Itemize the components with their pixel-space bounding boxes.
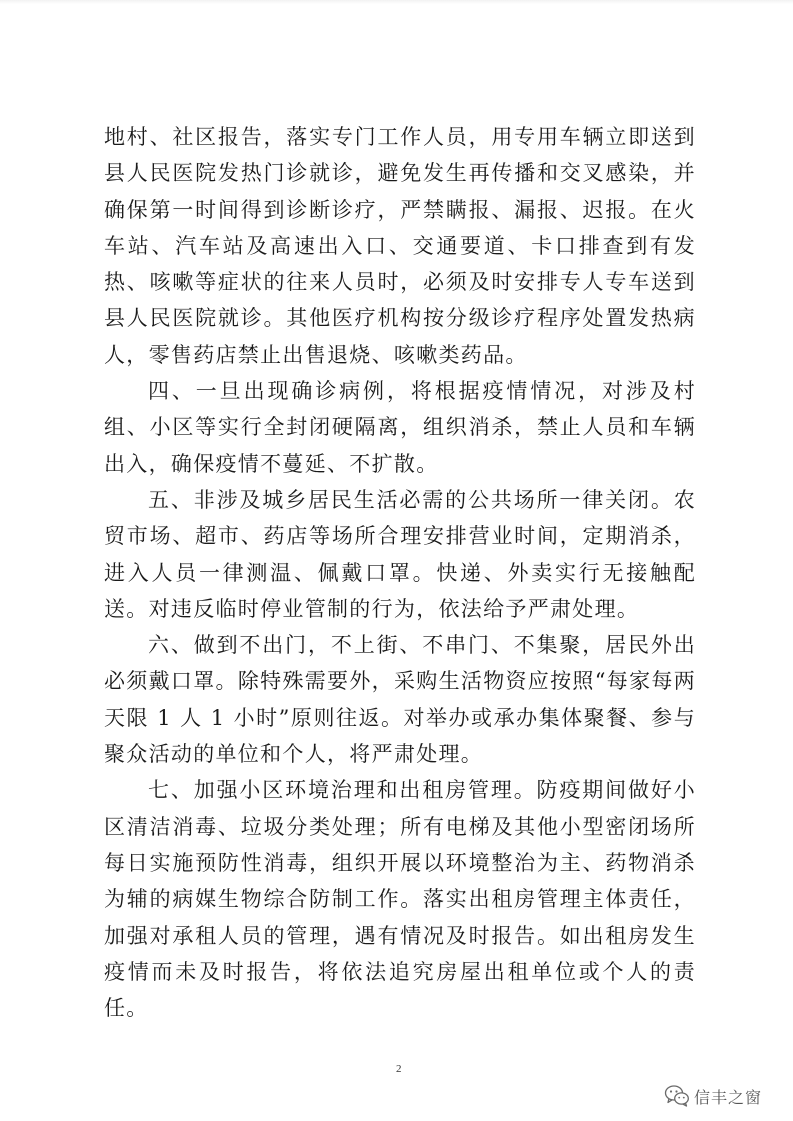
paragraph-item-4: 四、一旦出现确诊病例，将根据疫情情况，对涉及村组、小区等实行全封闭硬隔离，组织消杀，禁止人员和车辆出入，确保疫情不蔓延、不扩散。 <box>104 379 696 476</box>
watermark-text: 信丰之窗 <box>694 1087 763 1107</box>
paragraph-item-5: 五、非涉及城乡居民生活必需的公共场所一律关闭。农贸市场、超市、药店等场所合理安排营业时间，定期消杀，进入人员一律测温、佩戴口罩。快递、外卖实行无接触配送。对违反临时停业管制的行为，依法给予严肃处理。 <box>104 487 696 621</box>
page-number: 2 <box>396 1063 402 1075</box>
document-body <box>104 119 696 1026</box>
wechat-watermark <box>664 1082 762 1110</box>
paragraph-item-7: 七、加强小区环境治理和出租房管理。防疫期间做好小区清洁消毒、垃圾分类处理；所有电梯及其他小型密闭场所每日实施预防性消毒，组织开展以环境整治为主、药物消杀为辅的病媒生物综合防制工作。落实出租房管理主体责任，加强对承租人员的管理，遇有情况及时报告。如出租房发生疫情而未及时报告，将依法追究房屋出租单位或个人的责任。 <box>104 778 696 1021</box>
page-top-edge <box>0 0 793 4</box>
paragraph-item-6: 六、做到不出门，不上街、不串门、不集聚，居民外出必须戴口罩。除特殊需要外，采购生活物资应按照“每家每两天限 1 人 1 小时”原则往返。对举办或承办集体聚餐、参与聚众活动的单位和个人，将严肃处理。 <box>104 633 696 767</box>
paragraph-continued: 地村、社区报告，落实专门工作人员，用专用车辆立即送到县人民医院发热门诊就诊，避免发生再传播和交叉感染，并确保第一时间得到诊断诊疗，严禁瞒报、漏报、迟报。在火车站、汽车站及高速出入口、交通要道、卡口排查到有发热、咳嗽等症状的往来人员时，必须及时安排专人专车送到县人民医院就诊。其他医疗机构按分级诊疗程序处置发热病人，零售药店禁止出售退烧、咳嗽类药品。 <box>104 125 696 367</box>
wechat-icon <box>664 1084 690 1108</box>
